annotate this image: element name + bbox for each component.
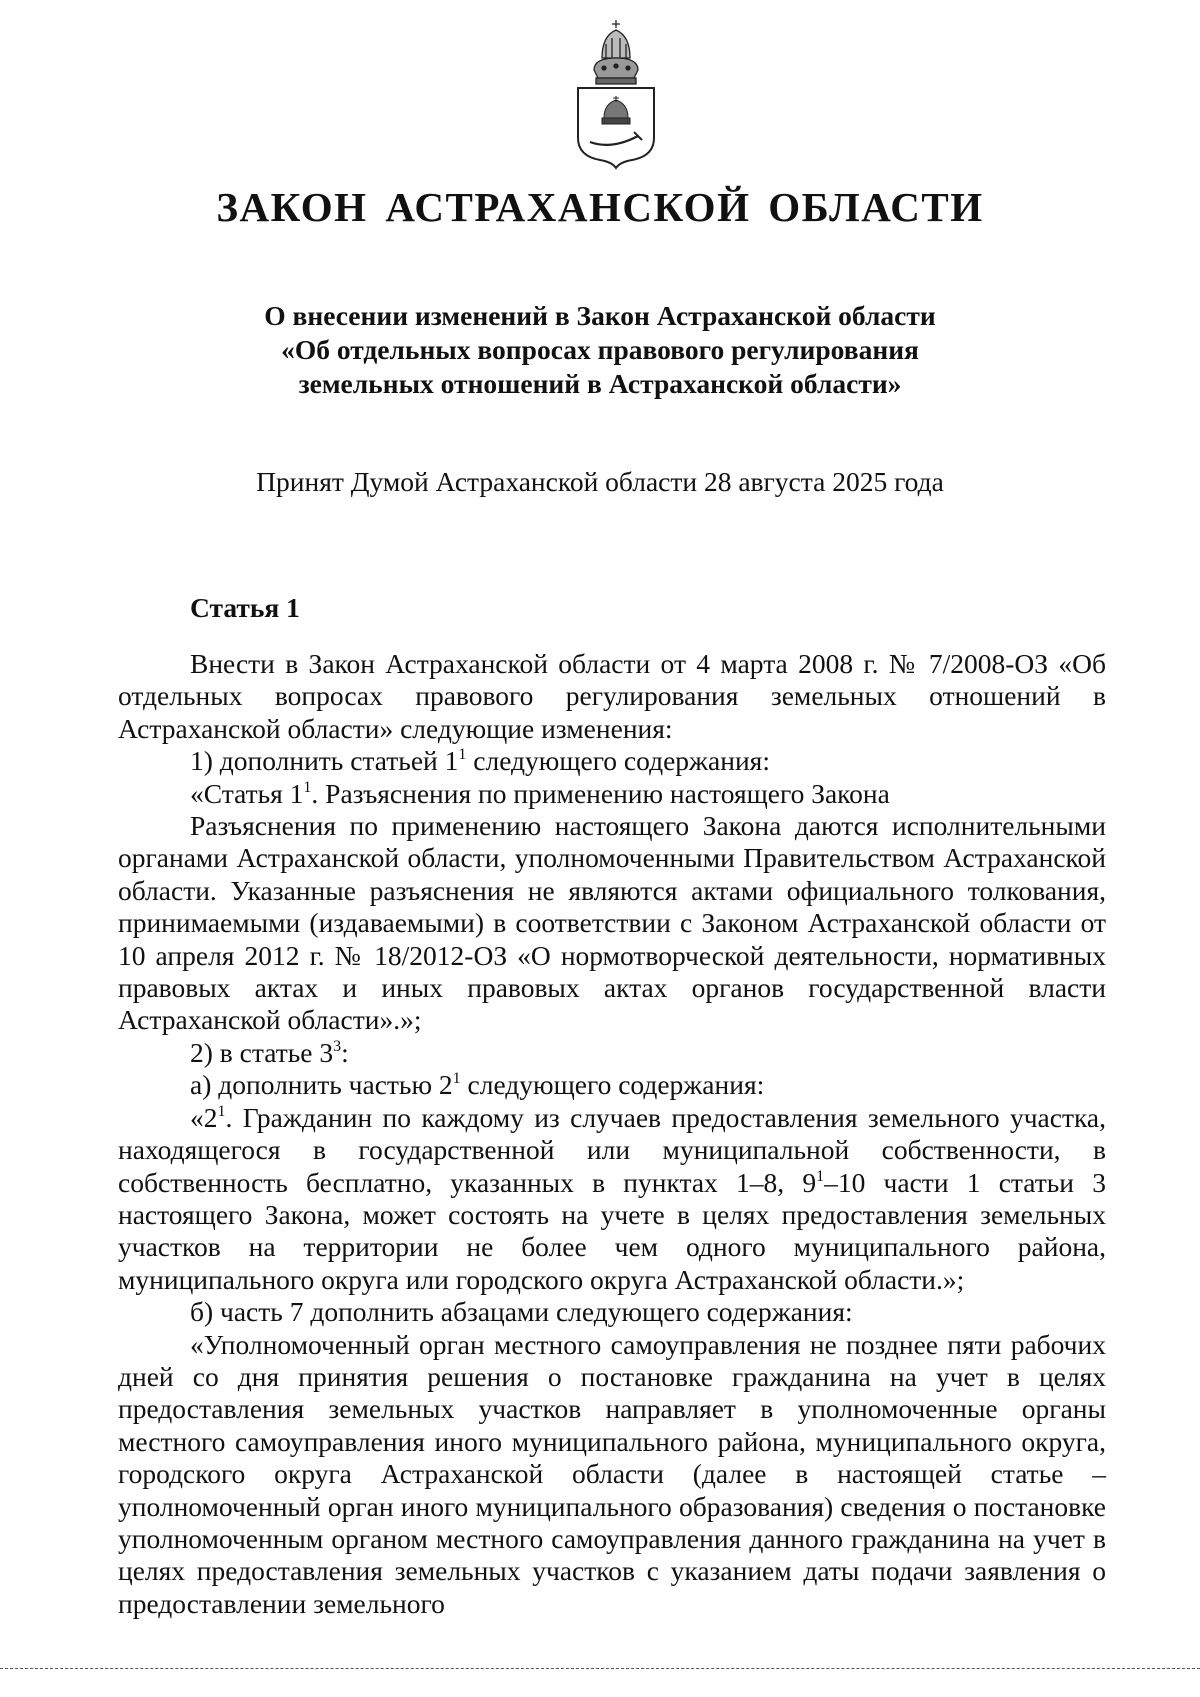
law-title: ЗАКОН АСТРАХАНСКОЙ ОБЛАСТИ	[216, 184, 984, 230]
adoption-line: Принят Думой Астраханской области 28 августа 2025 года	[256, 466, 944, 497]
astrakhan-coat-of-arms-icon	[572, 18, 660, 170]
paragraph-subitem-b: б) часть 7 дополнить абзацами следующего содержания:	[190, 1296, 853, 1328]
paragraph-authorized-body: «Уполномоченный орган местного самоуправления не позднее пяти рабочих дней со дня принятия решения о постановке гражданина на учет в целях предоставления земельных участков направляет в уполномоченные органы местного самоуправления иного муниципального района, муниципального округа, городского округа Астраханской области (далее в настоящей статье – уполномоченный орган иного муниципального образования) сведения о постановке уполномоченным органом местного самоуправления данного гражданина на учет в целях предоставления земельных участков с указанием даты подачи заявления о предоставлении земельного	[118, 1328, 1106, 1619]
subtitle-line-3: земельных отношений в Астраханской области»	[298, 368, 902, 399]
article-body	[118, 648, 1106, 1620]
subtitle-line-2: «Об отдельных вопросах правового регулирования	[281, 334, 919, 365]
subtitle-line-1: О внесении изменений в Закон Астраханской области	[264, 300, 936, 331]
paragraph-item-1: 1) дополнить статьей $1^1$ следующего содержания:	[190, 745, 770, 777]
paragraph-clarifications: Разъяснения по применению настоящего Закона даются исполнительными органами Астраханской области, уполномоченными Правительством Астраханской области. Указанные разъяснения не являются актами официального толкования, принимаемыми (издаваемыми) в соответствии с Законом Астраханской области от 10 апреля 2012 г. № 18/2012-ОЗ «О нормотворческой деятельности, нормативных правовых актах и иных правовых актах органов государственной власти Астраханской области».»;	[118, 810, 1106, 1036]
article-heading: Статья 1	[190, 592, 300, 623]
paragraph-part-2-1: «$2^1$. Гражданин по каждому из случаев предоставления земельного участка, находящегося в государственной или муниципальной собственности, в собственность бесплатно, указанных в пунктах 1–8, $9^1-10$ части 1 статьи 3 настоящего Закона, может состоять на учете в целях предоставления земельных участков на территории не более чем одного муниципального района, муниципального округа или городского округа Астраханской области.»;	[118, 1101, 1106, 1295]
paragraph-subitem-a: а) дополнить частью $2^1$ следующего содержания:	[190, 1069, 765, 1101]
page-divider	[0, 1668, 1200, 1669]
paragraph-intro: Внести в Закон Астраханской области от 4 марта 2008 г. № 7/2008-ОЗ «Об отдельных вопросах правового регулирования земельных отношений в Астраханской области» следующие изменения:	[118, 648, 1106, 744]
paragraph-article-heading: «Статья $1^1$. Разъяснения по применению настоящего Закона	[190, 777, 890, 809]
paragraph-item-2: 2) в статье $3^3$:	[190, 1036, 349, 1068]
law-subtitle	[0, 299, 1200, 401]
